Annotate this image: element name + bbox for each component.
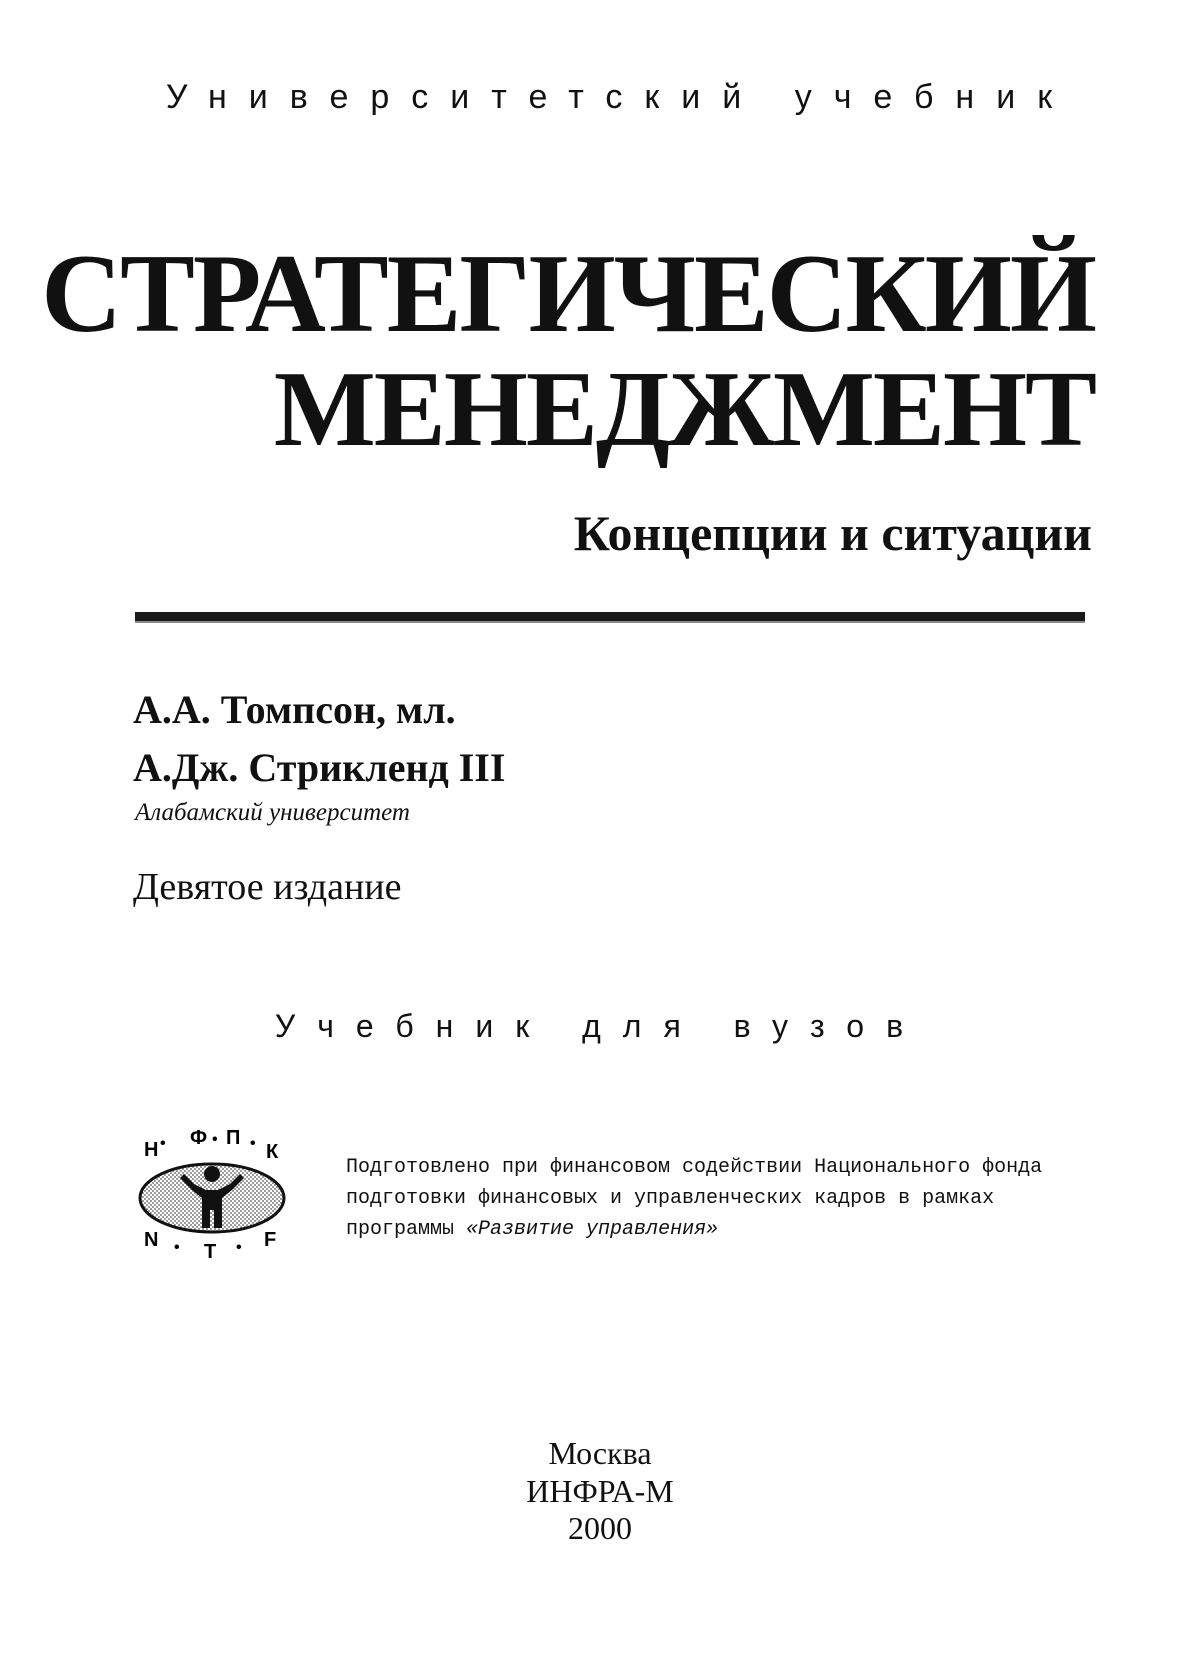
svg-text:•: • [174,1239,180,1256]
logo-letter-n: Н [144,1139,159,1161]
author-1: А.А. Томпсон, мл. [133,687,456,732]
logo-letter-f: Ф [190,1130,208,1149]
author-2: А.Дж. Стрикленд III [133,745,506,790]
logo-letter-n-latin: N [144,1229,159,1251]
imprint-publisher: ИНФРА-М [526,1473,674,1509]
book-title-line-1: СТРАТЕГИЧЕСКИЙ [41,232,1095,356]
edition-label: Девятое издание [133,866,402,908]
svg-text:•: • [160,1135,166,1152]
author-affiliation: Алабамский университет [135,799,410,826]
program-name: «Развитие управления» [466,1218,719,1241]
svg-text:•: • [212,1131,218,1148]
divider-rule [135,612,1085,623]
logo-letter-k: К [266,1141,279,1163]
logo-letter-p: П [226,1130,241,1149]
logo-letter-t: T [204,1241,217,1260]
svg-text:•: • [250,1135,256,1152]
book-subtitle: Концепции и ситуации [573,505,1092,561]
book-title-line-2: МЕНЕДЖМЕНТ [273,350,1095,469]
svg-text:•: • [236,1239,242,1256]
imprint-city: Москва [548,1435,652,1471]
sponsor-note-text: Подготовлено при финансовом содействии Национального фонда подготовки финансовых и управленческих кадров в рамках программы [346,1156,1043,1241]
nfpk-logo-icon [132,1130,292,1260]
purpose-label: Учебник для вузов [274,1008,926,1044]
sponsor-note [346,1152,1086,1245]
nfpk-logo [132,1130,292,1260]
imprint-year: 2000 [568,1510,632,1546]
logo-letter-f-latin: F [264,1229,277,1251]
series-label: Университетский учебник [165,78,1075,116]
